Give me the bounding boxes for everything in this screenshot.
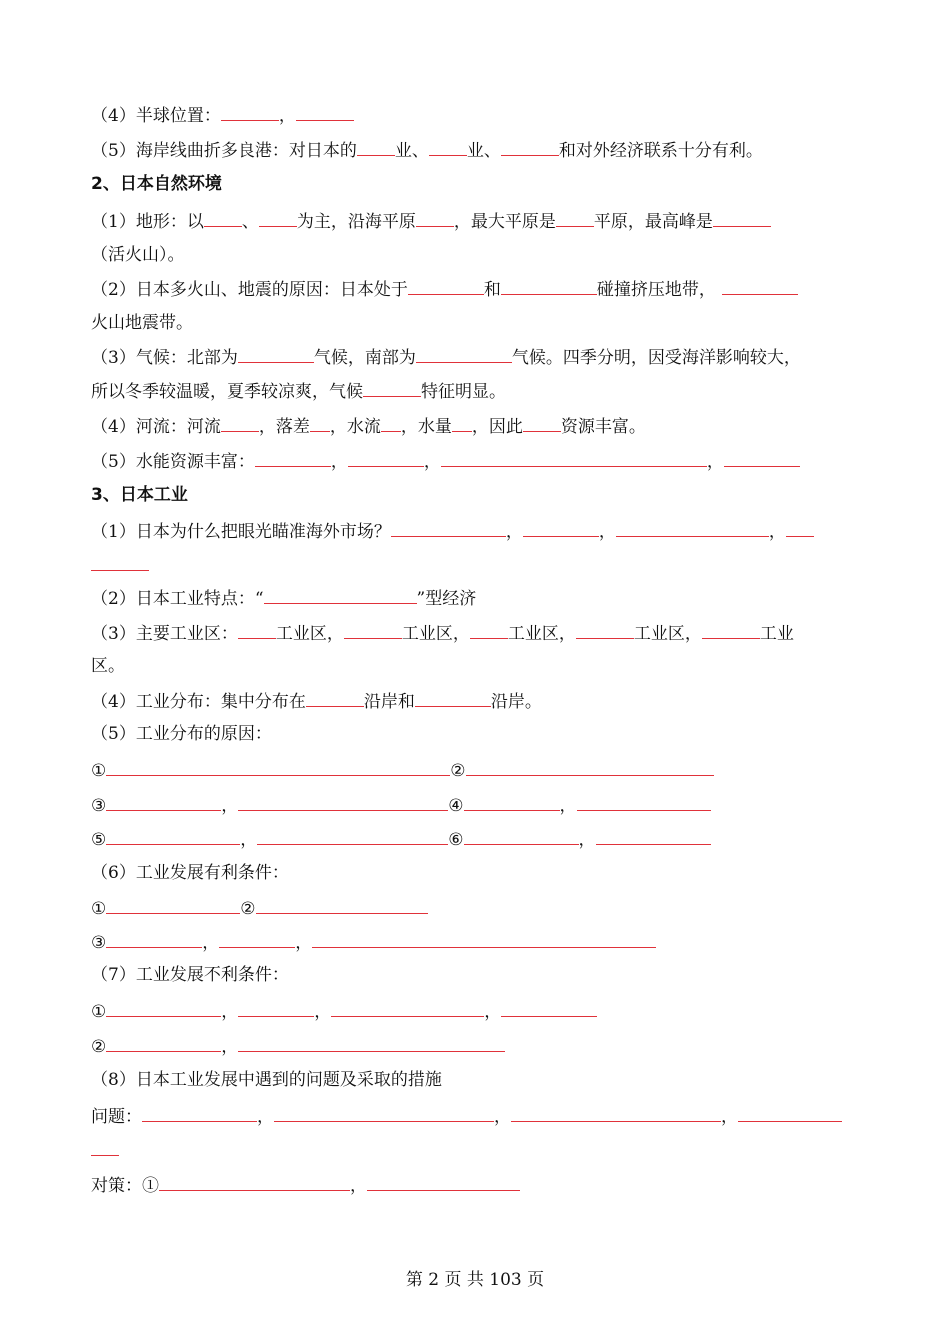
line-volcano-cont: 火山地震带。 [91, 313, 193, 333]
line-overseas-market: （1）日本为什么把眼光瞄准海外市场？ ， ， ， [91, 518, 871, 544]
answer-blank[interactable] [142, 1103, 257, 1122]
answer-blank[interactable] [344, 620, 402, 639]
line-hemisphere-position: （4）半球位置： ， [91, 102, 871, 128]
line-problems: 问题： ， ， ， [91, 1103, 871, 1129]
answer-blank[interactable] [331, 998, 484, 1017]
answer-blank[interactable] [106, 792, 221, 811]
answer-blank[interactable] [255, 448, 331, 467]
answer-blank[interactable] [257, 826, 448, 845]
line-industrial-zones-cont: 区。 [91, 656, 125, 676]
answer-blank[interactable] [204, 208, 242, 227]
answer-blank[interactable] [310, 413, 330, 432]
line-overseas-market-cont [91, 552, 871, 578]
answer-blank[interactable] [256, 895, 428, 914]
line-favorable-1-2: ① ② [91, 895, 871, 921]
line-terrain: （1）地形：以 、 为主，沿海平原 ，最大平原是 平原，最高峰是 [91, 208, 871, 234]
answer-blank[interactable] [106, 1033, 221, 1052]
answer-blank[interactable] [259, 208, 297, 227]
answer-blank[interactable] [106, 998, 221, 1017]
answer-blank[interactable] [616, 518, 769, 537]
answer-blank[interactable] [312, 929, 656, 948]
answer-blank[interactable] [221, 102, 279, 121]
answer-blank[interactable] [702, 620, 760, 639]
answer-blank[interactable] [724, 448, 800, 467]
answer-blank[interactable] [106, 895, 240, 914]
answer-blank[interactable] [416, 344, 512, 363]
line-climate-cont: 所以冬季较温暖，夏季较凉爽，气候 特征明显。 [91, 378, 871, 404]
answer-blank[interactable] [464, 792, 560, 811]
answer-blank[interactable] [429, 137, 467, 156]
answer-blank[interactable] [106, 929, 202, 948]
answer-blank[interactable] [159, 1172, 350, 1191]
line-reasons-5-6: ⑤ ， ⑥ ， [91, 826, 871, 852]
answer-blank[interactable] [408, 276, 484, 295]
answer-blank[interactable] [274, 1103, 494, 1122]
line-coastline: （5）海岸线曲折多良港：对日本的 业、 业、 和对外经济联系十分有利。 [91, 137, 871, 163]
line-favorable-conditions: （6）工业发展有利条件： [91, 863, 289, 883]
answer-blank[interactable] [219, 929, 295, 948]
answer-blank[interactable] [713, 208, 771, 227]
answer-blank[interactable] [391, 518, 506, 537]
answer-blank[interactable] [91, 552, 149, 571]
line-terrain-cont: （活火山）。 [91, 245, 185, 265]
answer-blank[interactable] [348, 448, 424, 467]
answer-blank[interactable] [238, 1033, 505, 1052]
answer-blank[interactable] [466, 757, 714, 776]
answer-blank[interactable] [381, 413, 401, 432]
answer-blank[interactable] [501, 276, 597, 295]
answer-blank[interactable] [238, 792, 448, 811]
answer-blank[interactable] [738, 1103, 842, 1122]
answer-blank[interactable] [106, 826, 240, 845]
answer-blank[interactable] [106, 757, 450, 776]
line-unfavorable-2: ② ， [91, 1033, 871, 1059]
answer-blank[interactable] [722, 276, 798, 295]
line-distribution-reasons: （5）工业分布的原因： [91, 724, 272, 744]
answer-blank[interactable] [363, 378, 421, 397]
answer-blank[interactable] [523, 518, 599, 537]
line-favorable-3: ③ ， ， [91, 929, 871, 955]
line-volcano-cause: （2）日本多火山、地震的原因：日本处于 和 碰撞挤压地带， [91, 276, 871, 302]
answer-blank[interactable] [238, 620, 276, 639]
line-industry-feature: （2）日本工业特点：“ ”型经济 [91, 585, 871, 611]
answer-blank[interactable] [596, 826, 711, 845]
answer-blank[interactable] [91, 1137, 119, 1156]
answer-blank[interactable] [296, 102, 354, 121]
section-heading-natural-environment: 2、日本自然环境 [91, 174, 222, 194]
line-reasons-3-4: ③ ， ④ ， [91, 792, 871, 818]
answer-blank[interactable] [367, 1172, 520, 1191]
line-measures: 对策：① ， [91, 1172, 871, 1198]
answer-blank[interactable] [306, 688, 364, 707]
answer-blank[interactable] [452, 413, 472, 432]
line-reasons-1-2: ① ② [91, 757, 871, 783]
line-industrial-zones: （3）主要工业区： 工业区， 工业区， 工业区， 工业区， 工业 [91, 620, 871, 646]
line-distribution: （4）工业分布：集中分布在 沿岸和 沿岸。 [91, 688, 871, 714]
line-unfavorable-conditions: （7）工业发展不利条件： [91, 965, 289, 985]
answer-blank[interactable] [264, 585, 417, 604]
answer-blank[interactable] [416, 208, 454, 227]
line-hydropower: （5）水能资源丰富： ， ， ， [91, 448, 871, 474]
section-heading-industry: 3、日本工业 [91, 485, 188, 505]
answer-blank[interactable] [511, 1103, 721, 1122]
answer-blank[interactable] [556, 208, 594, 227]
answer-blank[interactable] [441, 448, 707, 467]
line-rivers: （4）河流：河流 ，落差 ，水流 ，水量 ，因此 资源丰富。 [91, 413, 871, 439]
line-climate: （3）气候：北部为 气候，南部为 气候。四季分明，因受海洋影响较大， [91, 344, 871, 370]
answer-blank[interactable] [786, 518, 814, 537]
answer-blank[interactable] [523, 413, 561, 432]
answer-blank[interactable] [464, 826, 579, 845]
answer-blank[interactable] [238, 344, 314, 363]
answer-blank[interactable] [238, 998, 314, 1017]
answer-blank[interactable] [577, 792, 711, 811]
line-unfavorable-1: ① ， ， ， [91, 998, 871, 1024]
answer-blank[interactable] [501, 137, 559, 156]
line-problems-cont [91, 1137, 871, 1163]
line-problems-measures: （8）日本工业发展中遇到的问题及采取的措施 [91, 1070, 442, 1090]
answer-blank[interactable] [415, 688, 491, 707]
answer-blank[interactable] [576, 620, 634, 639]
page-footer: 第 2 页 共 103 页 [405, 1270, 545, 1290]
answer-blank[interactable] [221, 413, 259, 432]
answer-blank[interactable] [470, 620, 508, 639]
answer-blank[interactable] [501, 998, 597, 1017]
answer-blank[interactable] [357, 137, 395, 156]
